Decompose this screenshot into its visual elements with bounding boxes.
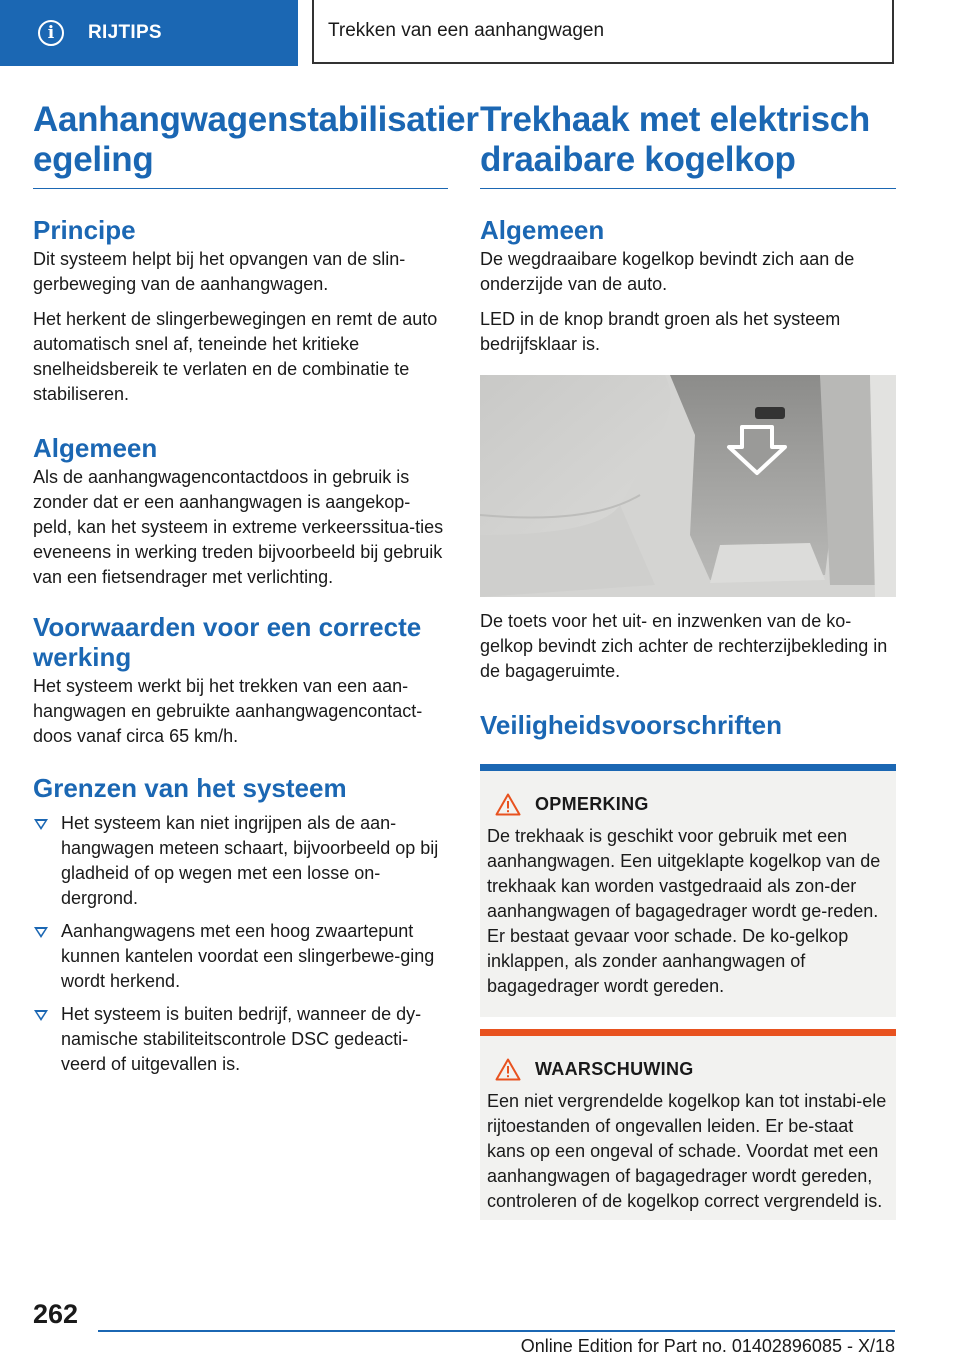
list-item: Het systeem kan niet ingrijpen als de aan-hangwagen meteen schaart, bijvoorbeeld op bij gladheid of op wegen met een losse on-dergrond. <box>33 811 448 911</box>
principe-paragraph-1: Dit systeem helpt bij het opvangen van de slin-gerbeweging van de aanhangwagen. <box>33 249 406 294</box>
triangle-bullet-icon <box>34 927 48 938</box>
section-label: RIJTIPS <box>88 22 162 43</box>
principe-paragraph-2: Het herkent de slingerbewegingen en remt de auto automatisch snel af, teneinde het kritieke snelheidsbereik te verlaten en de combinatie te stabiliseren. <box>33 309 438 404</box>
warning-bar <box>480 1029 896 1036</box>
list-item: Aanhangwagens met een hoog zwaartepunt kunnen kantelen voordat een slingerbewe-ging wordt herkend. <box>33 919 448 994</box>
trunk-illustration <box>480 375 896 597</box>
section-tab[interactable] <box>0 0 298 66</box>
warning-label: WAARSCHUWING <box>535 1059 694 1079</box>
warning-box <box>480 1029 896 1220</box>
subheading-algemeen: Algemeen <box>33 433 158 463</box>
subheading-algemeen: Algemeen <box>480 215 605 245</box>
left-column <box>33 100 479 1085</box>
notice-text: De trekhaak is geschikt voor gebruik met een aanhangwagen. Een uitgeklapte kogelkop van de trekhaak kan worden vastgedraaid als zon-der aanhangwagen of bagagedrager wordt ge-reden. Er bestaat gevaar voor schade. De ko-gelkop inklappen, als zonder aanhangwagen of bagagedrager wordt gereden. <box>487 826 881 996</box>
algemeen-paragraph: Als de aanhangwagencontactdoos in gebruik is zonder dat er een aanhangwagen is aangekop-peld, kan het systeem in extreme verkeerssitua-ties eveneens in werking treden bijvoorbeeld bij gebruik van een fietsendrager met verlichting. <box>33 467 444 587</box>
algemeen-paragraph-1: De wegdraaibare kogelkop bevindt zich aan de onderzijde van de auto. <box>480 249 855 294</box>
notice-label: OPMERKING <box>535 794 649 814</box>
section-heading: Trekhaak met elektrisch draaibare kogelkop <box>480 100 896 189</box>
chapter-title: Trekken van een aanhangwagen <box>312 0 894 64</box>
section-heading: Aanhangwagenstabilisatier egeling <box>33 100 448 189</box>
algemeen-paragraph-2: LED in de knop brandt groen als het systeem bedrijfsklaar is. <box>480 309 841 354</box>
notice-bar <box>480 764 896 771</box>
triangle-bullet-icon <box>34 1010 48 1021</box>
warning-text: Een niet vergrendelde kogelkop kan tot instabi-ele rijtoestanden of ongevallen leiden. Er be-staat kans op een ongeval of schade. Voordat met een aanhangwagen of bagagedrager wordt gereden, controleren of de kogelkop correct vergrendeld is. <box>487 1091 887 1211</box>
subheading-grenzen: Grenzen van het systeem <box>33 773 347 803</box>
trunk-photo <box>480 375 896 597</box>
footer-divider <box>98 1330 895 1332</box>
grenzen-list <box>33 811 448 1077</box>
edition-text: Online Edition for Part no. 01402896085 - X/18 <box>520 1336 895 1356</box>
subheading-principe: Principe <box>33 215 136 245</box>
warning-triangle-icon <box>495 793 521 816</box>
page-number: 262 <box>33 1299 79 1329</box>
subheading-veiligheid: Veiligheidsvoorschriften <box>480 710 782 740</box>
notice-box <box>480 764 896 1017</box>
subheading-voorwaarden: Voorwaarden voor een correcte werking <box>33 612 422 672</box>
triangle-bullet-icon <box>34 819 48 830</box>
right-column <box>480 100 896 1220</box>
voorwaarden-paragraph: Het systeem werkt bij het trekken van een aan-hangwagen en gebruikte aanhangwagencontact-doos vanaf circa 65 km/h. <box>33 676 423 746</box>
warning-triangle-icon <box>495 1058 521 1081</box>
info-icon: i <box>38 20 64 46</box>
photo-caption: De toets voor het uit- en inzwenken van de ko-gelkop bevindt zich achter de rechterzijbekleding in de bagageruimte. <box>480 611 888 681</box>
list-item: Het systeem is buiten bedrijf, wanneer de dy-namische stabiliteitscontrole DSC gedeacti-veerd of uitgevallen is. <box>33 1002 448 1077</box>
